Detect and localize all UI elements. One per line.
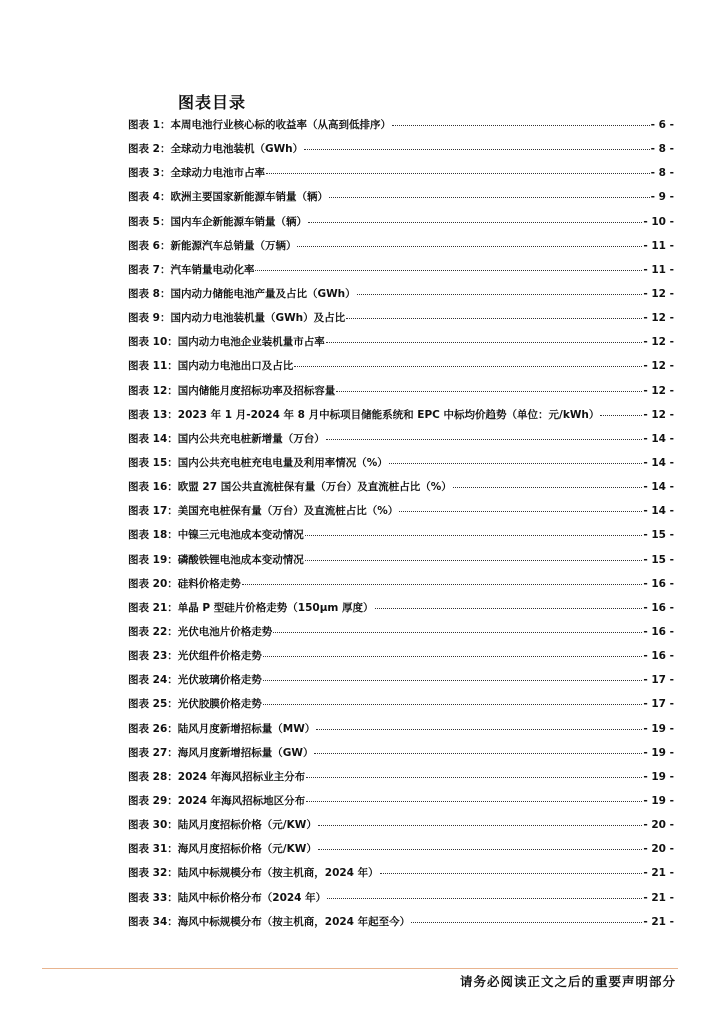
toc-item[interactable]	[128, 334, 674, 358]
toc-item-page: - 10 -	[643, 215, 674, 228]
toc-dot-leader	[411, 922, 642, 923]
toc-item-page: - 15 -	[643, 553, 674, 566]
toc-item-page: - 12 -	[643, 384, 674, 397]
toc-dot-leader	[316, 729, 642, 730]
toc-item-page: - 14 -	[643, 481, 674, 494]
toc-item[interactable]	[128, 141, 674, 165]
toc-item[interactable]	[128, 238, 674, 262]
toc-item[interactable]	[128, 214, 674, 238]
toc-dot-leader	[326, 342, 643, 343]
toc-dot-leader	[263, 656, 643, 657]
toc-item-label: 图表 18：中镍三元电池成本变动情况	[128, 529, 304, 542]
toc-item-label: 图表 3：全球动力电池市占率	[128, 167, 265, 180]
toc-dot-leader	[263, 680, 643, 681]
toc-dot-leader	[392, 125, 650, 126]
toc-item[interactable]	[128, 841, 674, 865]
toc-item-label: 图表 20：硅料价格走势	[128, 577, 241, 590]
toc-dot-leader	[294, 366, 642, 367]
toc-item-label: 图表 6：新能源汽车总销量（万辆）	[128, 239, 297, 252]
toc-item[interactable]	[128, 576, 674, 600]
toc-item[interactable]	[128, 600, 674, 624]
toc-item-page: - 19 -	[643, 746, 674, 759]
toc-item-label: 图表 5：国内车企新能源车销量（辆）	[128, 215, 307, 228]
toc-dot-leader	[308, 222, 642, 223]
toc-dot-leader	[389, 463, 643, 464]
toc-item-label: 图表 30：陆风月度招标价格（元/KW）	[128, 819, 317, 832]
toc-dot-leader	[305, 560, 643, 561]
toc-item[interactable]	[128, 165, 674, 189]
toc-item[interactable]	[128, 455, 674, 479]
toc-item-page: - 20 -	[643, 843, 674, 856]
toc-item-page: - 12 -	[643, 287, 674, 300]
toc-item-page: - 21 -	[643, 891, 674, 904]
toc-item[interactable]	[128, 431, 674, 455]
toc-item-label: 图表 24：光伏玻璃价格走势	[128, 674, 262, 687]
toc-item[interactable]	[128, 648, 674, 672]
toc-dot-leader	[318, 825, 643, 826]
toc-item-label: 图表 4：欧洲主要国家新能源车销量（辆）	[128, 191, 328, 204]
toc-dot-leader	[266, 173, 650, 174]
toc-dot-leader	[242, 584, 643, 585]
toc-item-label: 图表 8：国内动力储能电池产量及占比（GWh）	[128, 287, 356, 300]
toc-dot-leader	[297, 246, 642, 247]
toc-item-page: - 21 -	[643, 915, 674, 928]
toc-item-page: - 14 -	[643, 505, 674, 518]
toc-dot-leader	[318, 849, 643, 850]
toc-dot-leader	[357, 294, 643, 295]
toc-dot-leader	[329, 197, 650, 198]
toc-item[interactable]	[128, 672, 674, 696]
toc-item-label: 图表 29：2024 年海风招标地区分布	[128, 794, 306, 807]
toc-item-page: - 8 -	[650, 143, 674, 156]
toc-item-label: 图表 34：海风中标规模分布（按主机商，2024 年起至今）	[128, 915, 411, 928]
toc-item[interactable]	[128, 527, 674, 551]
toc-item[interactable]	[128, 769, 674, 793]
toc-dot-leader	[304, 149, 650, 150]
toc-item-page: - 12 -	[643, 312, 674, 325]
toc-item-label: 图表 26：陆风月度新增招标量（MW）	[128, 722, 316, 735]
toc-item[interactable]	[128, 721, 674, 745]
toc-item[interactable]	[128, 745, 674, 769]
toc-item-label: 图表 31：海风月度招标价格（元/KW）	[128, 843, 317, 856]
toc-item[interactable]	[128, 503, 674, 527]
toc-item[interactable]	[128, 817, 674, 841]
toc-item-page: - 8 -	[650, 167, 674, 180]
toc-item-label: 图表 25：光伏胶膜价格走势	[128, 698, 262, 711]
footer-disclaimer: 请务必阅读正文之后的重要声明部分	[459, 974, 676, 989]
toc-item-page: - 16 -	[643, 625, 674, 638]
toc-item[interactable]	[128, 479, 674, 503]
toc-item-page: - 6 -	[650, 119, 674, 131]
toc-item-label: 图表 19：磷酸铁锂电池成本变动情况	[128, 553, 304, 566]
toc-item-page: - 12 -	[643, 360, 674, 373]
toc-item[interactable]	[128, 262, 674, 286]
toc-item-page: - 16 -	[643, 577, 674, 590]
toc-item-label: 图表 15：国内公共充电桩充电电量及利用率情况（%）	[128, 456, 388, 469]
toc-item[interactable]	[128, 890, 674, 914]
toc-item[interactable]	[128, 624, 674, 648]
toc-item-page: - 16 -	[643, 650, 674, 663]
toc-item-page: - 20 -	[643, 819, 674, 832]
toc-dot-leader	[453, 487, 643, 488]
toc-item-label: 图表 28：2024 年海风招标业主分布	[128, 770, 306, 783]
toc-item-page: - 19 -	[643, 794, 674, 807]
toc-dot-leader	[263, 704, 643, 705]
toc-item-label: 图表 14：国内公共充电桩新增量（万台）	[128, 432, 325, 445]
toc-dot-leader	[346, 318, 642, 319]
toc-dot-leader	[399, 511, 642, 512]
toc-item-page: - 11 -	[643, 239, 674, 252]
toc-item-label: 图表 27：海风月度新增招标量（GW）	[128, 746, 314, 759]
toc-dot-leader	[305, 535, 643, 536]
toc-item-label: 图表 21：单晶 P 型硅片价格走势（150μm 厚度）	[128, 601, 374, 614]
toc-item-page: - 19 -	[643, 770, 674, 783]
toc-item[interactable]	[128, 383, 674, 407]
toc-item-label: 图表 10：国内动力电池企业装机量市占率	[128, 336, 325, 349]
toc-item[interactable]	[128, 310, 674, 334]
toc-item-label: 图表 16：欧盟 27 国公共直流桩保有量（万台）及直流桩占比（%）	[128, 481, 452, 494]
toc-item[interactable]	[128, 793, 674, 817]
toc-item[interactable]	[128, 189, 674, 213]
toc-item-label: 图表 17：美国充电桩保有量（万台）及直流桩占比（%）	[128, 505, 399, 518]
toc-item-label: 图表 1：本周电池行业核心标的收益率（从高到低排序）	[128, 119, 391, 131]
toc-dot-leader	[327, 898, 642, 899]
toc-dot-leader	[273, 632, 642, 633]
toc-item[interactable]	[128, 696, 674, 720]
toc-item-label: 图表 2：全球动力电池装机（GWh）	[128, 143, 304, 156]
toc-item-label: 图表 23：光伏组件价格走势	[128, 650, 262, 663]
toc-item-page: - 14 -	[643, 432, 674, 445]
toc-item[interactable]	[128, 407, 674, 431]
toc-item-page: - 11 -	[643, 263, 674, 276]
toc-dot-leader	[255, 270, 642, 271]
toc-item[interactable]	[128, 914, 674, 938]
toc-item-label: 图表 13：2023 年 1 月-2024 年 8 月中标项目储能系统和 EPC 中标均价趋势（单位：元/kWh）	[128, 408, 600, 421]
toc-item-label: 图表 33：陆风中标价格分布（2024 年）	[128, 891, 327, 904]
toc-item[interactable]	[128, 552, 674, 576]
toc-item[interactable]	[128, 117, 674, 141]
toc-item-label: 图表 12：国内储能月度招标功率及招标容量	[128, 384, 336, 397]
footer-divider	[42, 968, 678, 969]
toc-item-page: - 17 -	[643, 698, 674, 711]
toc-dot-leader	[326, 439, 643, 440]
toc-dot-leader	[375, 608, 643, 609]
toc-item-label: 图表 22：光伏电池片价格走势	[128, 625, 273, 638]
toc-item-page: - 14 -	[643, 456, 674, 469]
toc-item-label: 图表 9：国内动力电池装机量（GWh）及占比	[128, 312, 346, 325]
toc-dot-leader	[306, 777, 642, 778]
toc-dot-leader	[306, 801, 642, 802]
toc-item[interactable]	[128, 286, 674, 310]
toc-item-page: - 12 -	[643, 336, 674, 349]
toc-item-page: - 15 -	[643, 529, 674, 542]
toc-title: 图表目录	[178, 93, 247, 112]
toc-item-page: - 21 -	[643, 867, 674, 880]
toc-item-page: - 19 -	[643, 722, 674, 735]
toc-item[interactable]	[128, 358, 674, 382]
toc-item[interactable]	[128, 865, 674, 889]
toc-item-page: - 17 -	[643, 674, 674, 687]
toc-item-label: 图表 7：汽车销量电动化率	[128, 263, 255, 276]
toc-dot-leader	[314, 753, 642, 754]
toc-item-label: 图表 32：陆风中标规模分布（按主机商，2024 年）	[128, 867, 379, 880]
toc-item-page: - 16 -	[643, 601, 674, 614]
toc-item-page: - 12 -	[643, 408, 674, 421]
toc-dot-leader	[380, 873, 643, 874]
toc-dot-leader	[600, 415, 642, 416]
toc-dot-leader	[336, 391, 642, 392]
toc-list	[128, 117, 674, 938]
toc-item-page: - 9 -	[650, 191, 674, 204]
toc-item-label: 图表 11：国内动力电池出口及占比	[128, 360, 294, 373]
